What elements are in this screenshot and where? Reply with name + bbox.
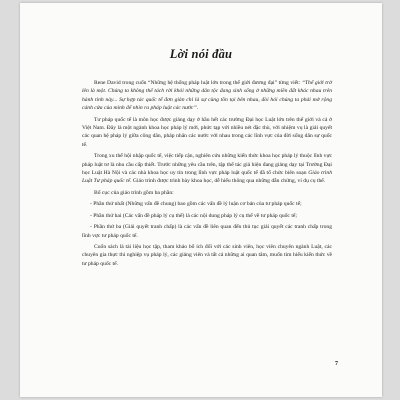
paragraph-2: Tư pháp quốc tế là môn học được giảng dạy ở hầu hết các trường Đại học Luật lớn trên thế giới và cả ở Việt Nam. Đây là một ngành khoa học pháp lý mới, phức tạp với nhiều nét đặc thù, với nhiệm vụ là giải quyết các quan hệ pháp lý giữa công dân, pháp nhân các nước với nhau trong các lĩnh vực của đời sống dân sự quốc tế. bbox=[82, 116, 332, 148]
paragraph-closing: Cuốn sách là tài liệu học tập, tham khảo bổ ích đối với các sinh viên, học viên chuyên ngành Luật, các chuyên gia thực thi nghiệp vụ pháp lý, các giảng viên và tất cả những ai quan tâm, muốn tìm hiểu kiến thức về tư pháp quốc tế. bbox=[82, 243, 332, 267]
page-title: Lời nói đầu bbox=[169, 47, 233, 61]
quote-text: “Thế giới trở lên là một. Chúng ta không thể tách rời khỏi những dân tộc đang sinh sống ở những miền đất khác nhau trên hành tinh này... Sự hợp tác quốc tế đơn giản chỉ là sự cùng tồn tại bên nhau, đòi hỏi chúng ta phải mở rộng cánh cửa của mình để nhìn ra pháp luật các nước”. bbox=[82, 80, 332, 112]
paragraph-3 bbox=[82, 152, 332, 186]
paragraph-3-text: Trong xu thế hội nhập quốc tế, việc tiếp cận, nghiên cứu những kiến thức khoa học pháp lý thuộc lĩnh vực pháp luật tư là nhu cầu cấp thiết. Trước những yêu cầu trên, tập thể tác giả hiện đang giảng dạy tại Trường Đại học Luật Hà Nội và các nhà khoa học uy tín trong lĩnh vực pháp luật quốc tế đã tổ chức biên soạn bbox=[82, 153, 332, 177]
paragraph-1-text: Rene David trong cuốn “Những hệ thống pháp luật lớn trong thế giới đương đại” từng viết: bbox=[94, 80, 302, 86]
book-page bbox=[20, 3, 382, 397]
page-body bbox=[82, 79, 332, 271]
part-3: - Phần thứ ba (Giải quyết tranh chấp) là các vấn đề liên quan đến thủ tục giải quyết các tranh chấp trong lĩnh vực tư pháp quốc tế. bbox=[82, 224, 332, 239]
paragraph-3-tail: . Giáo trình được trình bày khoa học, dễ hiểu thông qua những dẫn chứng, ví dụ cụ thể. bbox=[130, 178, 326, 185]
paragraph-1 bbox=[82, 79, 332, 113]
page-number: 7 bbox=[335, 361, 338, 367]
part-2: - Phần thứ hai (Các vấn đề pháp lý cụ thể) là các nội dung pháp lý cụ thể về tư pháp quốc tế; bbox=[90, 212, 297, 219]
paragraph-4: Bố cục của giáo trình gồm ba phần: bbox=[94, 189, 174, 196]
book-title: Giáo trình Luật Tư pháp quốc tế bbox=[82, 170, 332, 185]
part-1: - Phần thứ nhất (Những vấn đề chung) bao gồm các vấn đề lý luận cơ bản của tư pháp quốc tế; bbox=[90, 201, 302, 208]
